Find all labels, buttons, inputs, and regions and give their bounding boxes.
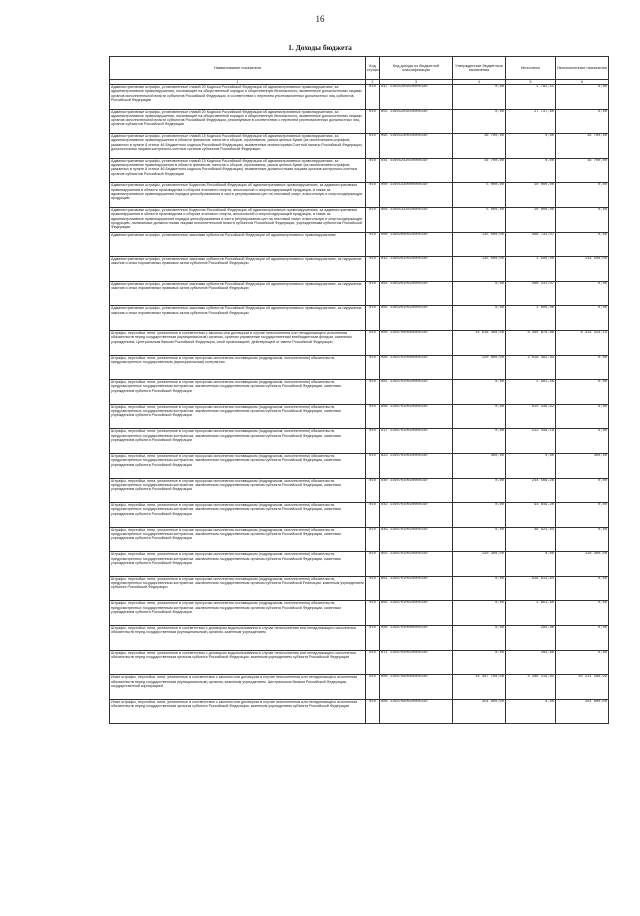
table-row [110, 601, 609, 626]
row-unexecuted: 0,00 [556, 429, 609, 454]
row-line-code: 010 [366, 601, 380, 626]
row-name: Штрафы, неустойки, пени, уплаченные в случае просрочки исполнения поставщиком (подрядчиком, исполнителем) обязательств, предусмотренных государственным контрактом, заключенным государственным органом субъекта Российской Федерации, казенным учреждением субъекта Российской Федерации [110, 601, 366, 626]
row-income-code: 865 11607010020000140 [380, 601, 453, 626]
row-approved: 354 900,00 [453, 699, 506, 724]
row-name: Штрафы, неустойки, пени, уплаченные в соответствии с договором водопользования в случае неисполнения или ненадлежащего исполнения обязательств перед государственным (муниципальным) органом, казенным учреждением [110, 626, 366, 651]
row-unexecuted: 10 211 580,99 [556, 675, 609, 700]
row-approved: 135 000,00 [453, 232, 506, 257]
row-executed: 27 737,60 [506, 109, 556, 134]
row-income-code: 000 11607010000000140 [380, 355, 453, 380]
row-line-code: 010 [366, 281, 380, 306]
row-income-code: 095 11601240010000140 [380, 134, 453, 159]
header-income-code: Код дохода по бюджетной классификации [380, 57, 453, 80]
row-executed: 93 649,20 [506, 503, 556, 528]
section-title: 1. Доходы бюджета [288, 43, 352, 52]
row-line-code: 010 [366, 109, 380, 134]
row-name: Административные штрафы, установленные законами субъектов Российской Федерации об административных правонарушениях, за нарушение законов и иных нормативных правовых актов субъектов Российской Федерации [110, 306, 366, 331]
row-name: Административные штрафы, установленные главой 15 Кодекса Российской Федерации об административных правонарушениях, за административные правонарушения в области финансов, налогов и сборов, страхования, рынка ценных бумаг (за исключением штрафов, указанных в пункте 6 статьи 46 Бюджетного кодекса Российской Федерации), выявленные инспекторами Счетной палаты Российской Федерации, должностными лицами контрольно-счетных органов субъектов Российской Федерации [110, 134, 366, 159]
row-line-code: 010 [366, 330, 380, 355]
header-executed: Исполнено [506, 57, 556, 80]
row-name: Штрафы, неустойки, пени, уплаченные в случае просрочки исполнения поставщиком (подрядчиком, исполнителем) обязательств, предусмотренных государственным (муниципальным) контрактом [110, 355, 366, 380]
row-unexecuted: 0,00 [556, 380, 609, 405]
table-row [110, 675, 609, 700]
row-income-code: 000 11602000020000140 [380, 232, 453, 257]
row-line-code: 010 [366, 306, 380, 331]
row-executed: 10 000,00 [506, 207, 556, 232]
table-row [110, 109, 609, 134]
row-approved: 0,00 [453, 109, 506, 134]
row-income-code: 842 11602010020000140 [380, 257, 453, 282]
row-line-code: 010 [366, 650, 380, 675]
row-executed: 234 566,26 [506, 478, 556, 503]
row-income-code: 871 11607040020000140 [380, 650, 453, 675]
row-approved: 0,00 [453, 85, 506, 110]
row-unexecuted: 0,00 [556, 355, 609, 380]
row-income-code: 855 11601203010000140 [380, 109, 453, 134]
row-income-code: 823 11607010020000140 [380, 453, 453, 478]
table-row [110, 85, 609, 110]
row-executed: 926 613,84 [506, 576, 556, 601]
header-approved: Утвержденные бюджетные назначения [453, 57, 506, 80]
row-line-code: 010 [366, 453, 380, 478]
table-row [110, 281, 609, 306]
row-approved: 0,00 [453, 380, 506, 405]
row-executed: 1 000,00 [506, 306, 556, 331]
row-unexecuted: 133 500,00 [556, 257, 609, 282]
column-number: 1 [110, 80, 366, 85]
row-income-code: 000 11607090000000140 [380, 675, 453, 700]
header-name: Наименование показателя [110, 57, 366, 80]
row-name: Штрафы, неустойки, пени, уплаченные в случае просрочки исполнения поставщиком (подрядчиком, исполнителем) обязательств, предусмотренных государственным контрактом, заключенным государственным органом субъекта Российской Федерации, казенным учреждением субъекта Российской Федерации [110, 404, 366, 429]
row-executed: 2 981,56 [506, 380, 556, 405]
row-name: Штрафы, неустойки, пени, уплаченные в случае просрочки исполнения поставщиком (подрядчиком, исполнителем) обязательств, предусмотренных государственным контрактом, заключенным государственным органом субъекта Российской Федерации, казенным учреждением субъекта Российской Федерации [110, 380, 366, 405]
row-income-code: 849 11607010020000140 [380, 527, 453, 552]
row-unexecuted: 8 313 423,14 [556, 330, 609, 355]
column-number: 2 [366, 80, 380, 85]
row-unexecuted: 0,00 [556, 232, 609, 257]
row-line-code: 010 [366, 207, 380, 232]
row-approved: 0,00 [453, 650, 506, 675]
row-approved: 16 700,00 [453, 134, 506, 159]
row-executed: 466 231,07 [506, 281, 556, 306]
row-approved: 14 497 700,00 [453, 675, 506, 700]
row-name: Иные штрафы, неустойки, пени, уплаченные в соответствии с законом или договором в случае неисполнения или ненадлежащего исполнения обязательств перед государственным органом субъекта Российской Федерации, казенным учреждением субъекта Российской Федерации [110, 699, 366, 724]
row-executed: 468 731,07 [506, 232, 556, 257]
row-name: Штрафы, неустойки, пени, уплаченные в случае просрочки исполнения поставщиком (подрядчиком, исполнителем) обязательств, предусмотренных государственным контрактом, заключенным государственным органом субъекта Российской Федерации, казенным учреждением субъекта Российской Федерации [110, 527, 366, 552]
table-row [110, 478, 609, 503]
row-name: Административные штрафы, установленные законами субъектов Российской Федерации об административных правонарушениях, за нарушение законов и иных нормативных правовых актов субъектов Российской Федерации [110, 257, 366, 282]
row-unexecuted: 0,00 [556, 109, 609, 134]
table-row [110, 134, 609, 159]
row-line-code: 010 [366, 355, 380, 380]
row-income-code: 000 11601330000000140 [380, 183, 453, 208]
row-name: Административные штрафы, установленные законами субъектов Российской Федерации об административных правонарушениях [110, 232, 366, 257]
row-approved: 0,00 [453, 626, 506, 651]
table-body [110, 80, 609, 724]
table-row [110, 552, 609, 577]
row-line-code: 010 [366, 552, 380, 577]
row-approved: 0,00 [453, 601, 506, 626]
row-income-code: 842 11607010020000140 [380, 503, 453, 528]
row-income-code: 861 11607010020000140 [380, 576, 453, 601]
row-approved: 300,00 [453, 453, 506, 478]
row-approved: 120 800,00 [453, 355, 506, 380]
row-line-code: 010 [366, 503, 380, 528]
row-name: Штрафы, неустойки, пени, уплаченные в случае просрочки исполнения поставщиком (подрядчиком, исполнителем) обязательств, предусмотренных государственным контрактом, заключенным государственным органом субъекта Российской Федерации, казенным учреждением субъекта Российской Федерации [110, 478, 366, 503]
row-approved: 0,00 [453, 527, 506, 552]
row-income-code: 855 11607010020000140 [380, 552, 453, 577]
row-income-code: 804 11601332010000140 [380, 207, 453, 232]
table-row [110, 527, 609, 552]
row-unexecuted: 0,00 [556, 183, 609, 208]
row-line-code: 010 [366, 158, 380, 183]
row-name: Штрафы, неустойки, пени, уплаченные в соответствии с договором водопользования в случае неисполнения или ненадлежащего исполнения обязательств перед государственным органом субъекта Российской Федерации, казенным учреждением субъекта Российской Федерации [110, 650, 366, 675]
row-name: Административные штрафы, установленные Кодексом Российской Федерации об административных правонарушениях, за административные правонарушения в области производства и оборота этилового спирта, алкогольной и спиртосодержащей продукции, а также за административные правонарушения порядка ценообразования в части регулирования цен на этиловый спирт, алкогольную и спиртосодержащую продукцию [110, 183, 366, 208]
row-income-code: 817 11607010020000140 [380, 429, 453, 454]
row-executed: 284,90 [506, 650, 556, 675]
row-name: Штрафы, неустойки, пени, уплаченные в случае просрочки исполнения поставщиком (подрядчиком, исполнителем) обязательств, предусмотренных государственным контрактом, заключенным государственным органом субъекта Российской Федерации, казенным учреждением субъекта Российской Федерации [110, 503, 366, 528]
table-row [110, 183, 609, 208]
row-unexecuted: 300,00 [556, 453, 609, 478]
row-executed: 615 336,82 [506, 404, 556, 429]
row-income-code: 806 11607090020000140 [380, 699, 453, 724]
table-row [110, 429, 609, 454]
row-name: Административные штрафы, установленные главой 15 Кодекса Российской Федерации об административных правонарушениях, за административные правонарушения в области финансов, налогов и сборов, страхования, рынка ценных бумаг (за исключением штрафов, указанных в пункте 6 статьи 46 Бюджетного кодекса Российской Федерации), выявленные должностными лицами органов контрольно-счетных органов субъектов Российской Федерации [110, 158, 366, 183]
row-approved: 5 000,00 [453, 183, 506, 208]
row-unexecuted: 0,00 [556, 503, 609, 528]
row-approved: 0,00 [453, 306, 506, 331]
row-approved: 14 618 300,00 [453, 330, 506, 355]
row-executed: 0,00 [506, 453, 556, 478]
row-line-code: 010 [366, 183, 380, 208]
page-number: 16 [315, 14, 325, 24]
row-executed: 1 782,51 [506, 85, 556, 110]
table-row [110, 453, 609, 478]
row-executed: 0,00 [506, 699, 556, 724]
row-unexecuted: 0,00 [556, 650, 609, 675]
row-executed: 1 500,00 [506, 257, 556, 282]
row-executed: 284,90 [506, 626, 556, 651]
row-executed: 2 851,60 [506, 601, 556, 626]
row-line-code: 010 [366, 429, 380, 454]
row-unexecuted: 0,00 [556, 626, 609, 651]
column-number: 5 [506, 80, 556, 85]
row-line-code: 010 [366, 527, 380, 552]
row-name: Штрафы, неустойки, пени, уплаченные в случае просрочки исполнения поставщиком (подрядчиком, исполнителем) обязательств, предусмотренных государственным контрактом, заключенным государственным органом субъекта Российской Федерации, казенным учреждением субъекта Российской Федерации [110, 453, 366, 478]
row-income-code: 841 11601242010000140 [380, 158, 453, 183]
row-line-code: 010 [366, 404, 380, 429]
table-row [110, 355, 609, 380]
column-number: 4 [453, 80, 506, 85]
row-approved: 16 700,00 [453, 158, 506, 183]
column-number: 3 [380, 80, 453, 85]
row-line-code: 010 [366, 85, 380, 110]
row-approved: 0,00 [453, 478, 506, 503]
table-row [110, 158, 609, 183]
row-unexecuted: 0,00 [556, 576, 609, 601]
row-income-code: 801 11607010020000140 [380, 380, 453, 405]
row-name: Административные штрафы, установленные главой 20 Кодекса Российской Федерации об административных правонарушениях, за административные правонарушения, посягающие на общественный порядок и общественную безопасность, выявленные должностными лицами органов исполнительной власти субъектов Российской Федерации, в соответствии с перечнем уполномоченных должностных лиц субъектов Российской Федерации [110, 85, 366, 110]
row-income-code: 847 11601203010000140 [380, 85, 453, 110]
row-line-code: 010 [366, 380, 380, 405]
row-income-code: 865 11602010020000140 [380, 306, 453, 331]
row-unexecuted: 16 700,00 [556, 134, 609, 159]
table-row [110, 503, 609, 528]
row-line-code: 010 [366, 478, 380, 503]
row-unexecuted: 0,00 [556, 207, 609, 232]
row-unexecuted: 0,00 [556, 85, 609, 110]
row-line-code: 010 [366, 232, 380, 257]
row-income-code: 806 11607010020000140 [380, 404, 453, 429]
row-line-code: 010 [366, 134, 380, 159]
table-row [110, 626, 609, 651]
row-executed: 2 618 492,93 [506, 355, 556, 380]
row-executed: 6 304 876,86 [506, 330, 556, 355]
row-name: Административные штрафы, установленные Кодексом Российской Федерации об административных правонарушениях, за административные правонарушения в области производства и оборота этилового спирта, алкогольной и спиртосодержащей продукции, а также за административные правонарушения порядка ценообразования в части регулирования цен на этиловый спирт, алкогольную и спиртосодержащую продукцию, налагаемые должностными лицами исполнительной власти субъектов Российской Федерации, учрежденными субъектом Российской Федерации [110, 207, 366, 232]
row-name: Штрафы, неустойки, пени, уплаченные в случае просрочки исполнения поставщиком (подрядчиком, исполнителем) обязательств, предусмотренных государственным контрактом, заключенным государственным органом субъекта Российской Federации, казенным учреждением субъекта Российской Федерации [110, 576, 366, 601]
table-row [110, 699, 609, 724]
row-name: Административные штрафы, установленные главой 20 Кодекса Российской Федерации об административных правонарушениях, за административные правонарушения, посягающие на общественный порядок и общественную безопасность, выявленные должностными лицами органов исполнительной власти субъектов Российской Федерации, реализуемые в соответствии с перечнем уполномоченных должностных лиц органов субъектов Российской Федерации [110, 109, 366, 134]
table-row [110, 207, 609, 232]
row-unexecuted: 354 900,00 [556, 699, 609, 724]
row-line-code: 010 [366, 675, 380, 700]
row-unexecuted: 120 300,00 [556, 552, 609, 577]
table-row [110, 576, 609, 601]
table-row [110, 650, 609, 675]
row-name: Административные штрафы, установленные законами субъектов Российской Федерации об административных правонарушениях, за нарушение законов и иных нормативных правовых актов субъектов Российской Федерации [110, 281, 366, 306]
table-header-row [110, 57, 609, 80]
row-line-code: 010 [366, 699, 380, 724]
row-income-code: 864 11602010020000140 [380, 281, 453, 306]
row-unexecuted: 0,00 [556, 527, 609, 552]
table-row [110, 306, 609, 331]
row-income-code: 840 11607010020000140 [380, 478, 453, 503]
table-row [110, 257, 609, 282]
row-executed: 4 286 119,01 [506, 675, 556, 700]
table-row [110, 232, 609, 257]
row-name: Штрафы, неустойки, пени, уплаченные в случае просрочки исполнения поставщиком (подрядчиком, исполнителем) обязательств, предусмотренных государственным контрактом, заключенным государственным органом субъекта Российской Федерации, казенным учреждением субъекта Российской Федерации [110, 429, 366, 454]
row-executed: 0,00 [506, 552, 556, 577]
row-line-code: 010 [366, 626, 380, 651]
row-approved: 0,00 [453, 429, 506, 454]
row-unexecuted: 0,00 [556, 478, 609, 503]
row-executed: 0,00 [506, 158, 556, 183]
row-unexecuted: 0,00 [556, 601, 609, 626]
row-approved: 0,00 [453, 576, 506, 601]
table-row [110, 404, 609, 429]
row-unexecuted: 0,00 [556, 404, 609, 429]
header-unexecuted: Неисполненные назначения [556, 57, 609, 80]
row-approved: 5 000,00 [453, 207, 506, 232]
table-row [110, 380, 609, 405]
row-line-code: 010 [366, 257, 380, 282]
row-executed: 0,00 [506, 134, 556, 159]
row-approved: 0,00 [453, 404, 506, 429]
row-unexecuted: 0,00 [556, 306, 609, 331]
row-income-code: 000 11607040000000140 [380, 626, 453, 651]
table-row [110, 330, 609, 355]
row-income-code: 000 11607000000000140 [380, 330, 453, 355]
row-name: Иные штрафы, неустойки, пени, уплаченные в соответствии с законом или договором в случае неисполнения или ненадлежащего исполнения обязательств перед государственным (муниципальным) органом, казенным учреждением, Центральным банком Российской Федерации, государственной корпорацией [110, 675, 366, 700]
budget-income-table [109, 56, 609, 724]
row-executed: 36 923,04 [506, 527, 556, 552]
header-line-code: Код строки [366, 57, 380, 80]
row-name: Штрафы, неустойки, пени, уплаченные в соответствии с законом или договором в случае неисполнения или ненадлежащего исполнения обязательств перед государственным (муниципальным) органом, органом управления государственным внебюджетным фондом, казенным учреждением, Центральным банком Российской Федерации, иной организацией, действующей от имени Российской Федерации [110, 330, 366, 355]
row-approved: 135 000,00 [453, 257, 506, 282]
row-approved: 120 300,00 [453, 552, 506, 577]
row-approved: 0,00 [453, 281, 506, 306]
row-name: Штрафы, неустойки, пени, уплаченные в случае просрочки исполнения поставщиком (подрядчиком, исполнителем) обязательств, предусмотренных государственным контрактом, заключенным государственным органом субъекта Российской Федерации, казенным учреждением субъекта Российской Федерации [110, 552, 366, 577]
row-unexecuted: 0,00 [556, 281, 609, 306]
row-unexecuted: 16 700,00 [556, 158, 609, 183]
row-executed: 512 446,19 [506, 429, 556, 454]
row-line-code: 010 [366, 576, 380, 601]
row-executed: 10 000,00 [506, 183, 556, 208]
row-approved: 0,00 [453, 503, 506, 528]
column-number: 6 [556, 80, 609, 85]
